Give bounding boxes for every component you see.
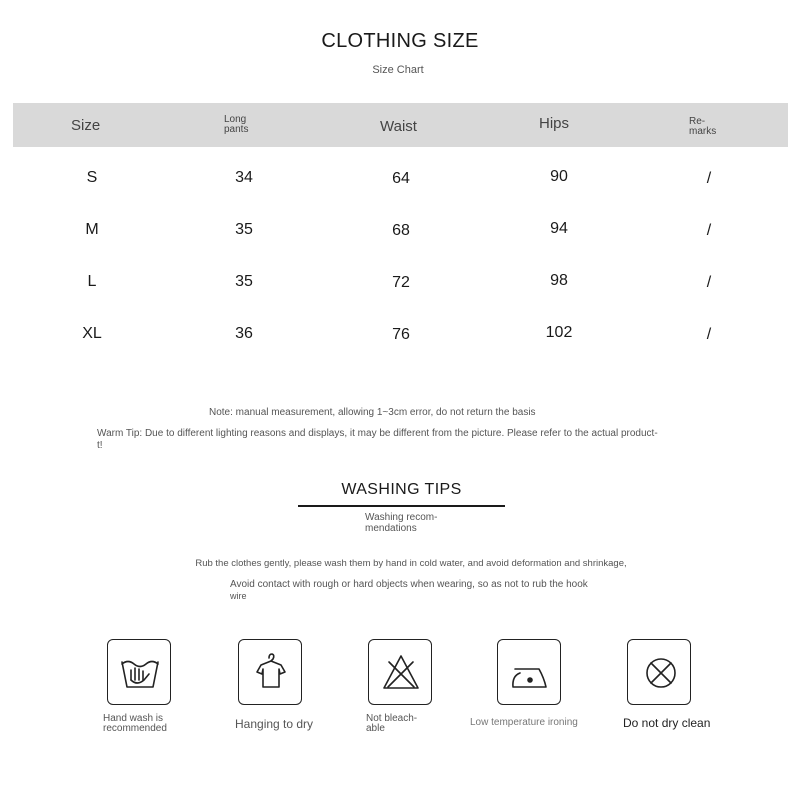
cell-long-pants: 34 [235,169,253,186]
cell-long-pants: 35 [235,273,253,290]
cell-size: M [85,221,99,238]
hanging-dry-label: Hanging to dry [235,717,314,731]
cell-hips: 98 [550,272,568,289]
cell-long-pants: 36 [235,325,253,342]
warm-tip-line2: t! [97,440,103,451]
header-remarks-line1: Re- [689,116,706,127]
no-dry-clean-icon [627,639,691,705]
cell-waist: 64 [392,170,410,187]
header-long-pants-line2: pants [224,124,249,135]
hanging-dry-icon [238,639,302,705]
hand-wash-label-line1: Hand wash is [103,713,164,724]
cell-long-pants: 35 [235,221,253,238]
no-bleach-label-line1: Not bleach- [366,713,418,724]
hand-wash-icon [107,639,171,705]
no-bleach-icon [368,639,432,705]
cell-remarks: / [706,170,712,187]
page-subtitle: Size Chart [372,64,424,76]
washing-tip-2-line2: wire [230,591,247,601]
warm-tip [97,428,737,452]
cell-size: XL [82,325,102,342]
no-bleach-label-line2: able [366,723,385,734]
washing-tip-2-line1: Avoid contact with rough or hard objects when wearing, so as not to rub the hook [230,579,588,590]
cell-hips: 102 [545,324,573,341]
washing-subtitle-line1: Washing recom- [365,512,438,523]
cell-waist: 76 [392,326,410,343]
cell-size: S [86,169,98,186]
cell-waist: 68 [392,222,410,239]
cell-remarks: / [706,326,712,343]
washing-subtitle-line2: mendations [365,523,417,534]
washing-subtitle [365,512,455,534]
cell-remarks: / [706,274,712,291]
washing-tip-2 [230,579,630,601]
measurement-note: Note: manual measurement, allowing 1~3cm error, do not return the basis [209,407,536,418]
cell-hips: 90 [550,168,568,185]
table-header [13,103,788,147]
cell-hips: 94 [550,220,568,237]
hand-wash-label-line2: recommended [103,723,167,734]
low-temp-iron-icon [497,639,561,705]
page-title: CLOTHING SIZE [321,30,479,52]
washing-title-underline [298,505,505,507]
low-temp-iron-label: Low temperature ironing [470,717,578,728]
no-bleach-label [366,714,417,734]
header-waist: Waist [380,118,417,135]
washing-tip-1: Rub the clothes gently, please wash them by hand in cold water, and avoid deformation and shrinkage, [195,558,627,569]
cell-remarks: / [706,222,712,239]
header-hips: Hips [539,115,570,132]
washing-title: WASHING TIPS [341,481,462,498]
hand-wash-label [103,714,167,734]
cell-size: L [87,273,97,290]
header-size: Size [71,117,101,134]
cell-waist: 72 [392,274,410,291]
warm-tip-line1: Warm Tip: Due to different lighting reasons and displays, it may be different from the picture. Please refer to the actual product- [97,428,658,439]
header-long-pants-line1: Long [224,114,247,125]
header-long-pants [224,115,248,135]
no-dry-clean-label: Do not dry clean [623,716,711,730]
header-remarks-line2: marks [689,126,717,137]
header-remarks [689,117,716,137]
